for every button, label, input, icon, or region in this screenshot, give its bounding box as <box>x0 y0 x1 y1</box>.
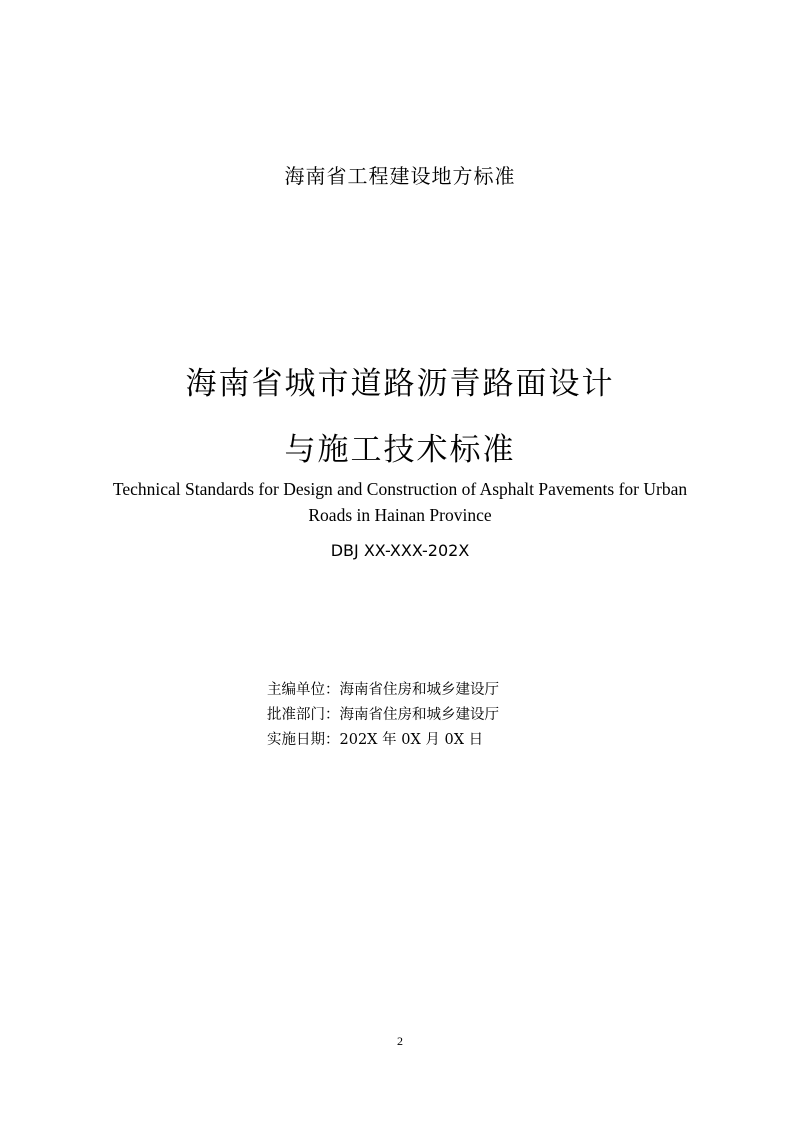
english-title-line-2: Roads in Hainan Province <box>308 505 492 525</box>
english-title-line-1: Technical Standards for Design and Construction of Asphalt Pavements for Urban <box>112 479 688 499</box>
info-row-approver <box>267 703 499 728</box>
info-label: 实施日期： <box>267 732 340 748</box>
page-number: 2 <box>397 1034 403 1048</box>
publication-info <box>267 678 499 753</box>
info-row-effective-date <box>267 728 499 753</box>
info-label: 批准部门： <box>267 707 340 723</box>
document-title-line-2: 与施工技术标准 <box>284 432 516 468</box>
info-row-editor <box>267 678 499 703</box>
standard-category: 海南省工程建设地方标准 <box>284 164 516 188</box>
standard-code: DBJ XX-XXX-202X <box>330 541 470 560</box>
info-value: 海南省住房和城乡建设厅 <box>339 707 499 723</box>
info-value: 202X 年 0X 月 0X 日 <box>339 732 484 748</box>
document-title-line-1: 海南省城市道路沥青路面设计 <box>185 366 615 402</box>
info-label: 主编单位： <box>267 682 340 698</box>
info-value: 海南省住房和城乡建设厅 <box>339 682 499 698</box>
